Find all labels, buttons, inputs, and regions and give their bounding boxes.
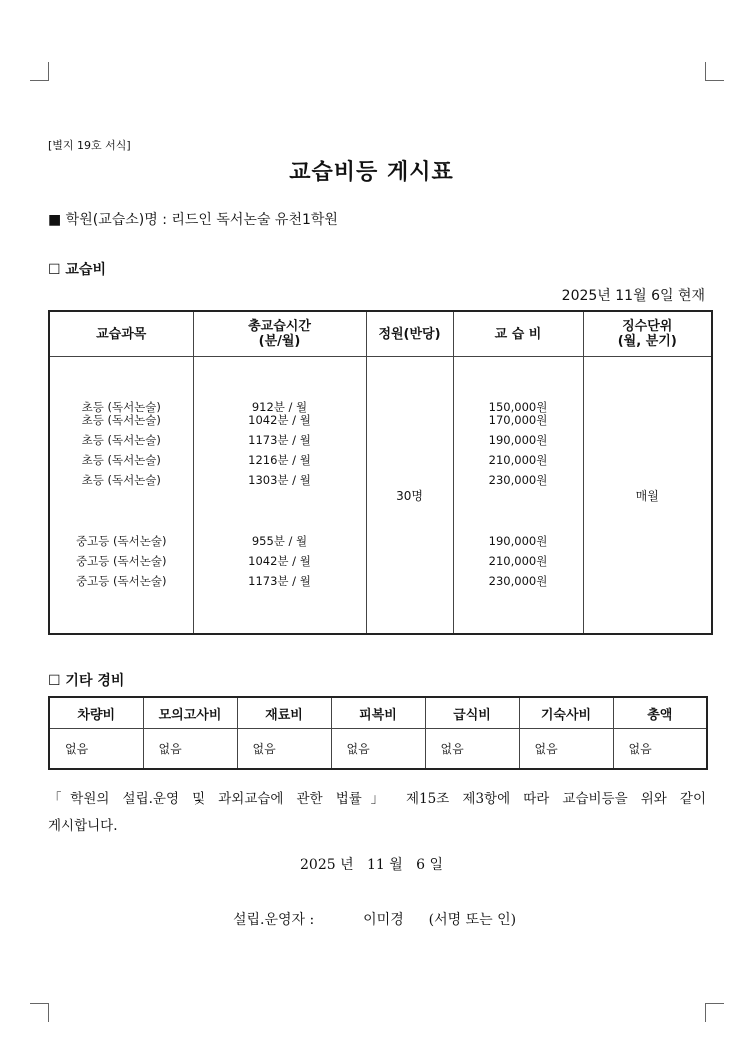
header-meals: 급식비 bbox=[425, 697, 519, 729]
document-title: 교습비등 게시표 bbox=[289, 160, 454, 185]
hours-cell: 1173분 / 월 bbox=[248, 574, 311, 588]
hours-cell: 955분 / 월 bbox=[251, 534, 308, 548]
header-total-hours-line1: 총교습시간 bbox=[248, 319, 311, 334]
other-expenses-value-row bbox=[49, 729, 707, 770]
fee-cell: 190,000원 bbox=[488, 534, 548, 548]
fee-cell: 230,000원 bbox=[488, 574, 548, 588]
hours-cell: 1042분 / 월 bbox=[248, 554, 311, 568]
capacity-cell: 30명 bbox=[366, 357, 453, 635]
hours-cell: 1173분 / 월 bbox=[248, 433, 311, 447]
header-materials: 재료비 bbox=[237, 697, 331, 729]
subject-cell: 초등 (독서논술) bbox=[81, 473, 161, 487]
fee-cell: 210,000원 bbox=[488, 554, 548, 568]
fee-table bbox=[48, 310, 713, 635]
academy-name-line: ■ 학원(교습소)명 : 리드인 독서논술 유천1학원 bbox=[48, 212, 338, 228]
fee-cell: 210,000원 bbox=[488, 453, 548, 467]
legal-notice-line2: 게시합니다. bbox=[48, 818, 118, 834]
header-collection-unit bbox=[583, 311, 712, 357]
header-mock-exam: 모의고사비 bbox=[143, 697, 237, 729]
fee-cell: 230,000원 bbox=[488, 473, 548, 487]
signer-line bbox=[233, 909, 516, 929]
hours-column bbox=[193, 357, 366, 635]
crop-mark-top-right bbox=[705, 62, 724, 81]
subject-cell: 중고등 (독서논술) bbox=[76, 534, 167, 548]
hours-cell: 912분 / 월 bbox=[251, 400, 308, 414]
crop-mark-bottom-right bbox=[705, 1003, 724, 1022]
legal-notice-line1: 「학원의 설립.운영 및 과외교습에 관한 법률」 제15조 제3항에 따라 교습비등을 위와 같이 bbox=[48, 791, 706, 807]
signature-date: 2025 년 11 월 6 일 bbox=[300, 857, 443, 873]
section-other-heading: ☐ 기타 경비 bbox=[48, 673, 125, 689]
value-meals: 없음 bbox=[425, 729, 519, 770]
form-number: [별지 19호 서식] bbox=[48, 139, 131, 152]
subject-cell: 초등 (독서논술) bbox=[81, 433, 161, 447]
subject-column bbox=[49, 357, 193, 635]
crop-mark-bottom-left bbox=[30, 1003, 49, 1022]
header-clothing: 피복비 bbox=[331, 697, 425, 729]
header-subject: 교습과목 bbox=[49, 311, 193, 357]
hours-cell: 1042분 / 월 bbox=[248, 413, 311, 427]
fee-cell: 150,000원 bbox=[488, 400, 548, 414]
value-mock-exam: 없음 bbox=[143, 729, 237, 770]
header-total-hours bbox=[193, 311, 366, 357]
legal-notice bbox=[48, 786, 706, 840]
header-capacity: 정원(반당) bbox=[366, 311, 453, 357]
signer-seal: (서명 또는 인) bbox=[428, 912, 517, 928]
other-expenses-table bbox=[48, 696, 708, 770]
value-materials: 없음 bbox=[237, 729, 331, 770]
header-fee: 교 습 비 bbox=[453, 311, 583, 357]
subject-cell: 중고등 (독서논술) bbox=[76, 554, 167, 568]
fee-cell: 190,000원 bbox=[488, 433, 548, 447]
value-total: 없음 bbox=[628, 742, 652, 756]
fee-table-header-row bbox=[49, 311, 712, 357]
as-of-date: 2025년 11월 6일 현재 bbox=[561, 288, 705, 304]
signer-role: 설립.운영자 : bbox=[233, 912, 315, 928]
subject-cell: 초등 (독서논술) bbox=[81, 453, 161, 467]
other-expenses-header-row bbox=[49, 697, 707, 729]
value-clothing: 없음 bbox=[331, 729, 425, 770]
header-collection-unit-line1: 징수단위 bbox=[622, 319, 673, 334]
subject-cell: 초등 (독서논술) bbox=[81, 413, 161, 427]
subject-cell: 초등 (독서논술) bbox=[81, 400, 161, 414]
header-total: 총액 bbox=[613, 697, 707, 729]
header-dormitory: 기숙사비 bbox=[519, 697, 613, 729]
fee-column bbox=[453, 357, 583, 635]
value-vehicle: 없음 bbox=[49, 729, 143, 770]
value-dormitory: 없음 bbox=[519, 729, 613, 770]
header-total-hours-line2: (분/월) bbox=[258, 334, 301, 349]
fee-cell: 170,000원 bbox=[488, 413, 548, 427]
section-fees-heading: ☐ 교습비 bbox=[48, 262, 106, 278]
crop-mark-top-left bbox=[30, 62, 49, 81]
hours-cell: 1303분 / 월 bbox=[248, 473, 311, 487]
hours-cell: 1216분 / 월 bbox=[248, 453, 311, 467]
fee-table-body-row bbox=[49, 357, 712, 635]
collection-unit-cell: 매월 bbox=[635, 488, 659, 503]
header-collection-unit-line2: (월, 분기) bbox=[617, 334, 677, 349]
header-vehicle: 차량비 bbox=[49, 697, 143, 729]
subject-cell: 중고등 (독서논술) bbox=[76, 574, 167, 588]
signer-name: 이미경 bbox=[363, 912, 404, 928]
